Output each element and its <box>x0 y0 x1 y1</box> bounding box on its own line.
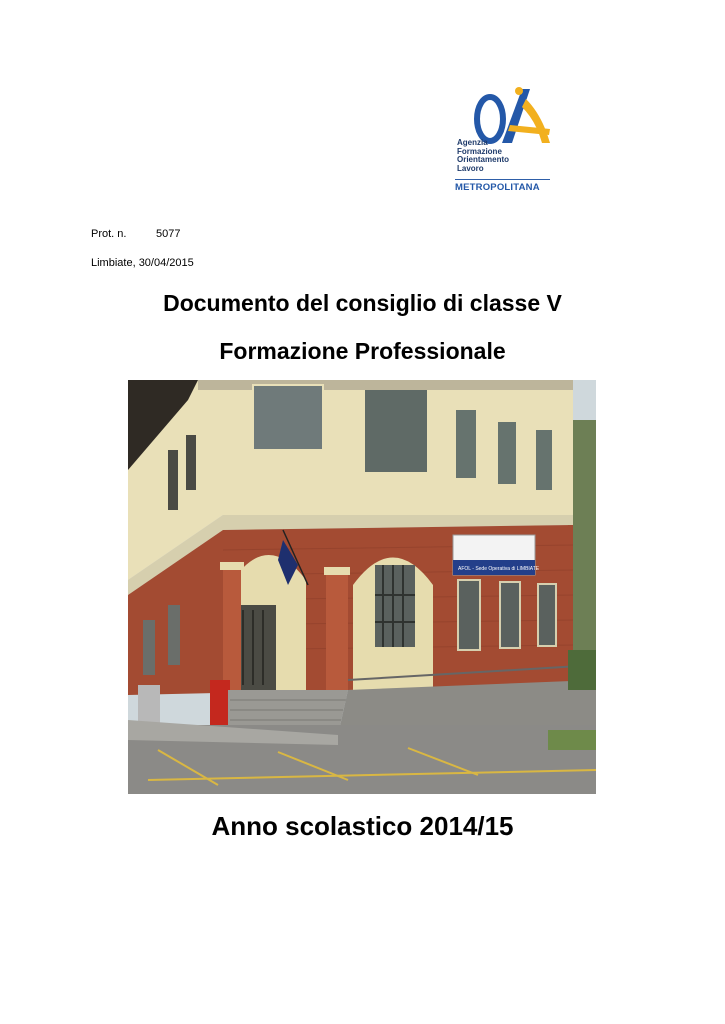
building-illustration <box>128 380 596 794</box>
place-date: Limbiate, 30/04/2015 <box>91 257 194 269</box>
protocol-line <box>91 228 181 240</box>
school-year: Anno scolastico 2014/15 <box>211 811 514 841</box>
logo-line: Lavoro <box>457 163 484 173</box>
document-subtitle: Formazione Professionale <box>219 338 506 364</box>
logo-line: Formazione <box>457 146 502 156</box>
protocol-label: Prot. n. <box>91 228 127 240</box>
protocol-number: 5077 <box>156 228 181 240</box>
document-title: Documento del consiglio di classe V <box>163 290 562 316</box>
logo-mark-icon <box>450 85 555 145</box>
logo-text <box>457 139 509 173</box>
logo-name: METROPOLITANA <box>455 182 540 193</box>
afol-logo <box>450 85 555 200</box>
school-building-photo <box>128 380 596 794</box>
logo-line: Agenzia <box>457 138 488 147</box>
logo-divider <box>455 179 550 180</box>
sign-text: AFOL - Sede Operativa di LIMBIATE <box>458 566 540 572</box>
logo-line: Orientamento <box>457 155 510 165</box>
